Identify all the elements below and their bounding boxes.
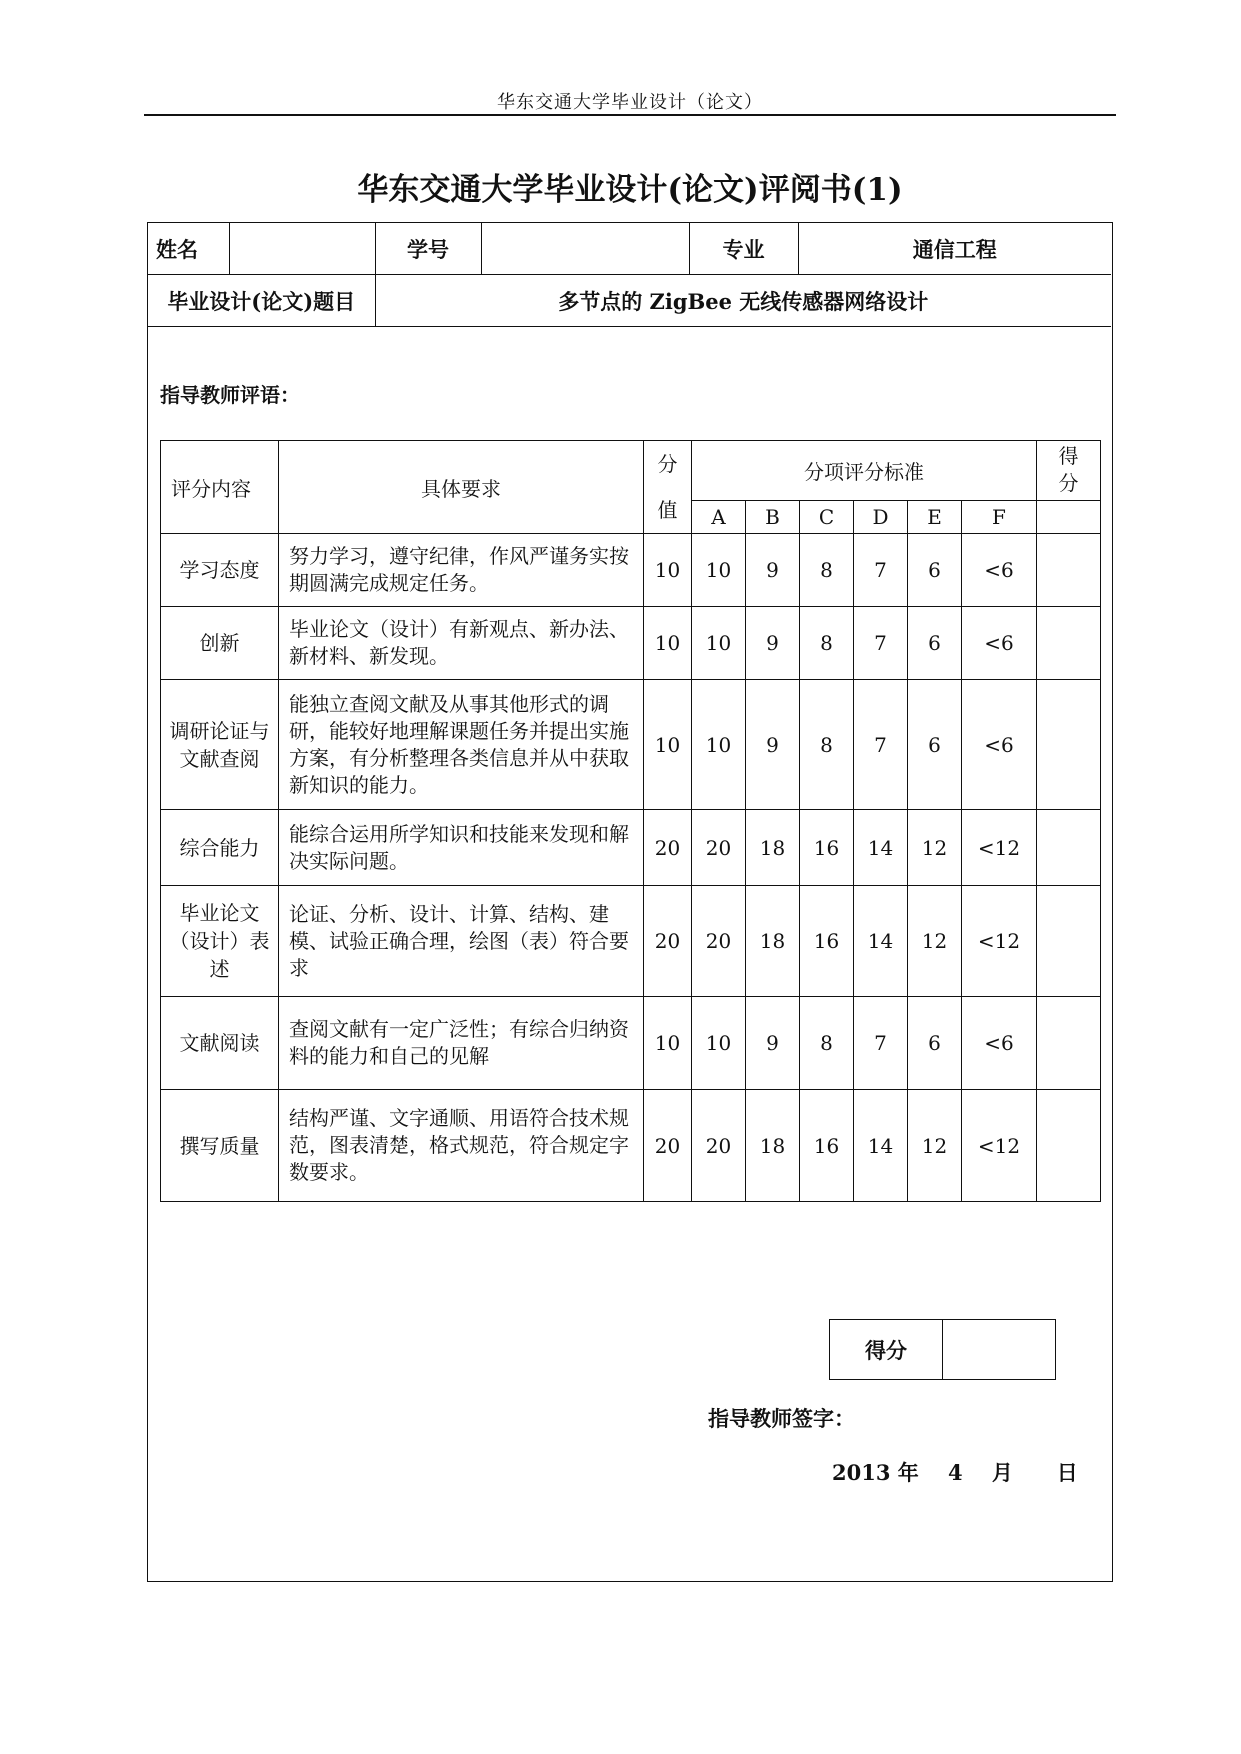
grade-d: 7	[854, 997, 908, 1090]
grade-header-b: B	[746, 500, 800, 533]
grade-e: 6	[908, 997, 962, 1090]
date-year-unit: 年	[897, 1460, 919, 1485]
grading-table	[160, 440, 1101, 1202]
table-row	[161, 1090, 1101, 1202]
grade-b: 9	[746, 680, 800, 810]
grade-e: 12	[908, 886, 962, 997]
grade-b: 9	[746, 607, 800, 680]
major-label: 专业	[689, 223, 798, 275]
table-row	[161, 886, 1101, 997]
total-score-label: 得分	[830, 1320, 943, 1380]
score-cell[interactable]	[1037, 534, 1101, 607]
row-requirement: 论证、分析、设计、计算、结构、建模、试验正确合理，绘图（表）符合要求	[279, 886, 644, 997]
grade-a: 20	[692, 886, 746, 997]
total-score-field[interactable]	[943, 1320, 1056, 1380]
student-info-table	[148, 223, 1111, 327]
advisor-signature-label: 指导教师签字：	[708, 1406, 855, 1431]
grade-header-d: D	[854, 500, 908, 533]
document-title: 华东交通大学毕业设计(论文)评阅书(1)	[357, 172, 903, 208]
grade-a: 20	[692, 1090, 746, 1202]
student-id-label: 学号	[375, 223, 481, 275]
grade-a: 20	[692, 810, 746, 886]
header-points-line1: 分	[657, 452, 678, 476]
row-requirement: 努力学习，遵守纪律，作风严谨务实按期圆满完成规定任务。	[279, 534, 644, 607]
table-row	[161, 607, 1101, 680]
grade-d: 14	[854, 886, 908, 997]
row-points: 10	[644, 534, 692, 607]
date-line	[832, 1457, 1078, 1487]
score-cell[interactable]	[1037, 680, 1101, 810]
row-item: 创新	[161, 607, 279, 680]
table-row	[161, 680, 1101, 810]
row-points: 10	[644, 607, 692, 680]
grade-c: 16	[800, 810, 854, 886]
score-cell[interactable]	[1037, 810, 1101, 886]
header-score-line1: 得	[1058, 444, 1079, 469]
advisor-comment-label: 指导教师评语：	[160, 383, 300, 407]
grade-b: 18	[746, 886, 800, 997]
name-field[interactable]	[229, 223, 375, 275]
score-subheader-blank	[1037, 500, 1101, 533]
score-cell[interactable]	[1037, 1090, 1101, 1202]
grade-f: <6	[962, 534, 1037, 607]
header-points	[644, 441, 692, 534]
grade-f: <6	[962, 607, 1037, 680]
grade-e: 12	[908, 1090, 962, 1202]
grade-a: 10	[692, 997, 746, 1090]
table-row	[161, 810, 1101, 886]
header-criteria: 分项评分标准	[692, 441, 1037, 501]
major-value: 通信工程	[798, 223, 1111, 275]
row-requirement: 能独立查阅文献及从事其他形式的调研，能较好地理解课题任务并提出实施方案，有分析整理各类信息并从中获取新知识的能力。	[279, 680, 644, 810]
table-row	[161, 534, 1101, 607]
grade-d: 7	[854, 534, 908, 607]
grade-d: 7	[854, 680, 908, 810]
grade-c: 16	[800, 886, 854, 997]
row-points: 20	[644, 810, 692, 886]
score-cell[interactable]	[1037, 886, 1101, 997]
grade-b: 9	[746, 997, 800, 1090]
row-requirement: 能综合运用所学知识和技能来发现和解决实际问题。	[279, 810, 644, 886]
grade-b: 18	[746, 810, 800, 886]
grade-d: 14	[854, 1090, 908, 1202]
row-item: 文献阅读	[161, 997, 279, 1090]
grade-header-e: E	[908, 500, 962, 533]
header-points-line2: 值	[657, 498, 678, 522]
grade-c: 8	[800, 997, 854, 1090]
grade-e: 6	[908, 680, 962, 810]
row-points: 10	[644, 680, 692, 810]
row-requirement: 查阅文献有一定广泛性；有综合归纳资料的能力和自己的见解	[279, 997, 644, 1090]
grade-c: 16	[800, 1090, 854, 1202]
grade-header-c: C	[800, 500, 854, 533]
page-header: 华东交通大学毕业设计（论文）	[497, 92, 763, 113]
header-score	[1037, 441, 1101, 501]
header-score-line2: 分	[1058, 471, 1079, 496]
header-requirements: 具体要求	[279, 441, 644, 534]
header-content: 评分内容	[161, 441, 279, 534]
grade-a: 10	[692, 680, 746, 810]
date-month: 4	[948, 1460, 963, 1485]
row-item: 毕业论文（设计）表述	[161, 886, 279, 997]
row-item: 综合能力	[161, 810, 279, 886]
date-month-unit: 月	[991, 1460, 1013, 1485]
date-year: 2013	[832, 1460, 891, 1485]
grade-d: 7	[854, 607, 908, 680]
score-cell[interactable]	[1037, 997, 1101, 1090]
grade-a: 10	[692, 607, 746, 680]
row-item: 撰写质量	[161, 1090, 279, 1202]
total-score-box	[829, 1319, 1056, 1380]
grade-d: 14	[854, 810, 908, 886]
topic-value: 多节点的 ZigBee 无线传感器网络设计	[375, 275, 1111, 327]
grade-f: <6	[962, 997, 1037, 1090]
row-points: 10	[644, 997, 692, 1090]
row-requirement: 结构严谨、文字通顺、用语符合技术规范，图表清楚，格式规范，符合规定字数要求。	[279, 1090, 644, 1202]
score-cell[interactable]	[1037, 607, 1101, 680]
table-row	[161, 997, 1101, 1090]
row-points: 20	[644, 1090, 692, 1202]
grade-header-f: F	[962, 500, 1037, 533]
row-points: 20	[644, 886, 692, 997]
grade-e: 12	[908, 810, 962, 886]
grade-f: <6	[962, 680, 1037, 810]
grade-f: <12	[962, 810, 1037, 886]
topic-label: 毕业设计(论文)题目	[148, 275, 375, 327]
date-day-unit: 日	[1056, 1460, 1078, 1485]
grade-c: 8	[800, 534, 854, 607]
grade-c: 8	[800, 607, 854, 680]
header-rule	[144, 114, 1116, 116]
row-item: 调研论证与文献查阅	[161, 680, 279, 810]
grade-e: 6	[908, 534, 962, 607]
row-requirement: 毕业论文（设计）有新观点、新办法、新材料、新发现。	[279, 607, 644, 680]
grade-b: 18	[746, 1090, 800, 1202]
grade-a: 10	[692, 534, 746, 607]
row-item: 学习态度	[161, 534, 279, 607]
grade-f: <12	[962, 886, 1037, 997]
grade-e: 6	[908, 607, 962, 680]
name-label: 姓名	[148, 223, 229, 275]
grade-f: <12	[962, 1090, 1037, 1202]
grade-header-a: A	[692, 500, 746, 533]
student-id-field[interactable]	[481, 223, 689, 275]
grade-b: 9	[746, 534, 800, 607]
grade-c: 8	[800, 680, 854, 810]
review-form	[147, 222, 1113, 1582]
